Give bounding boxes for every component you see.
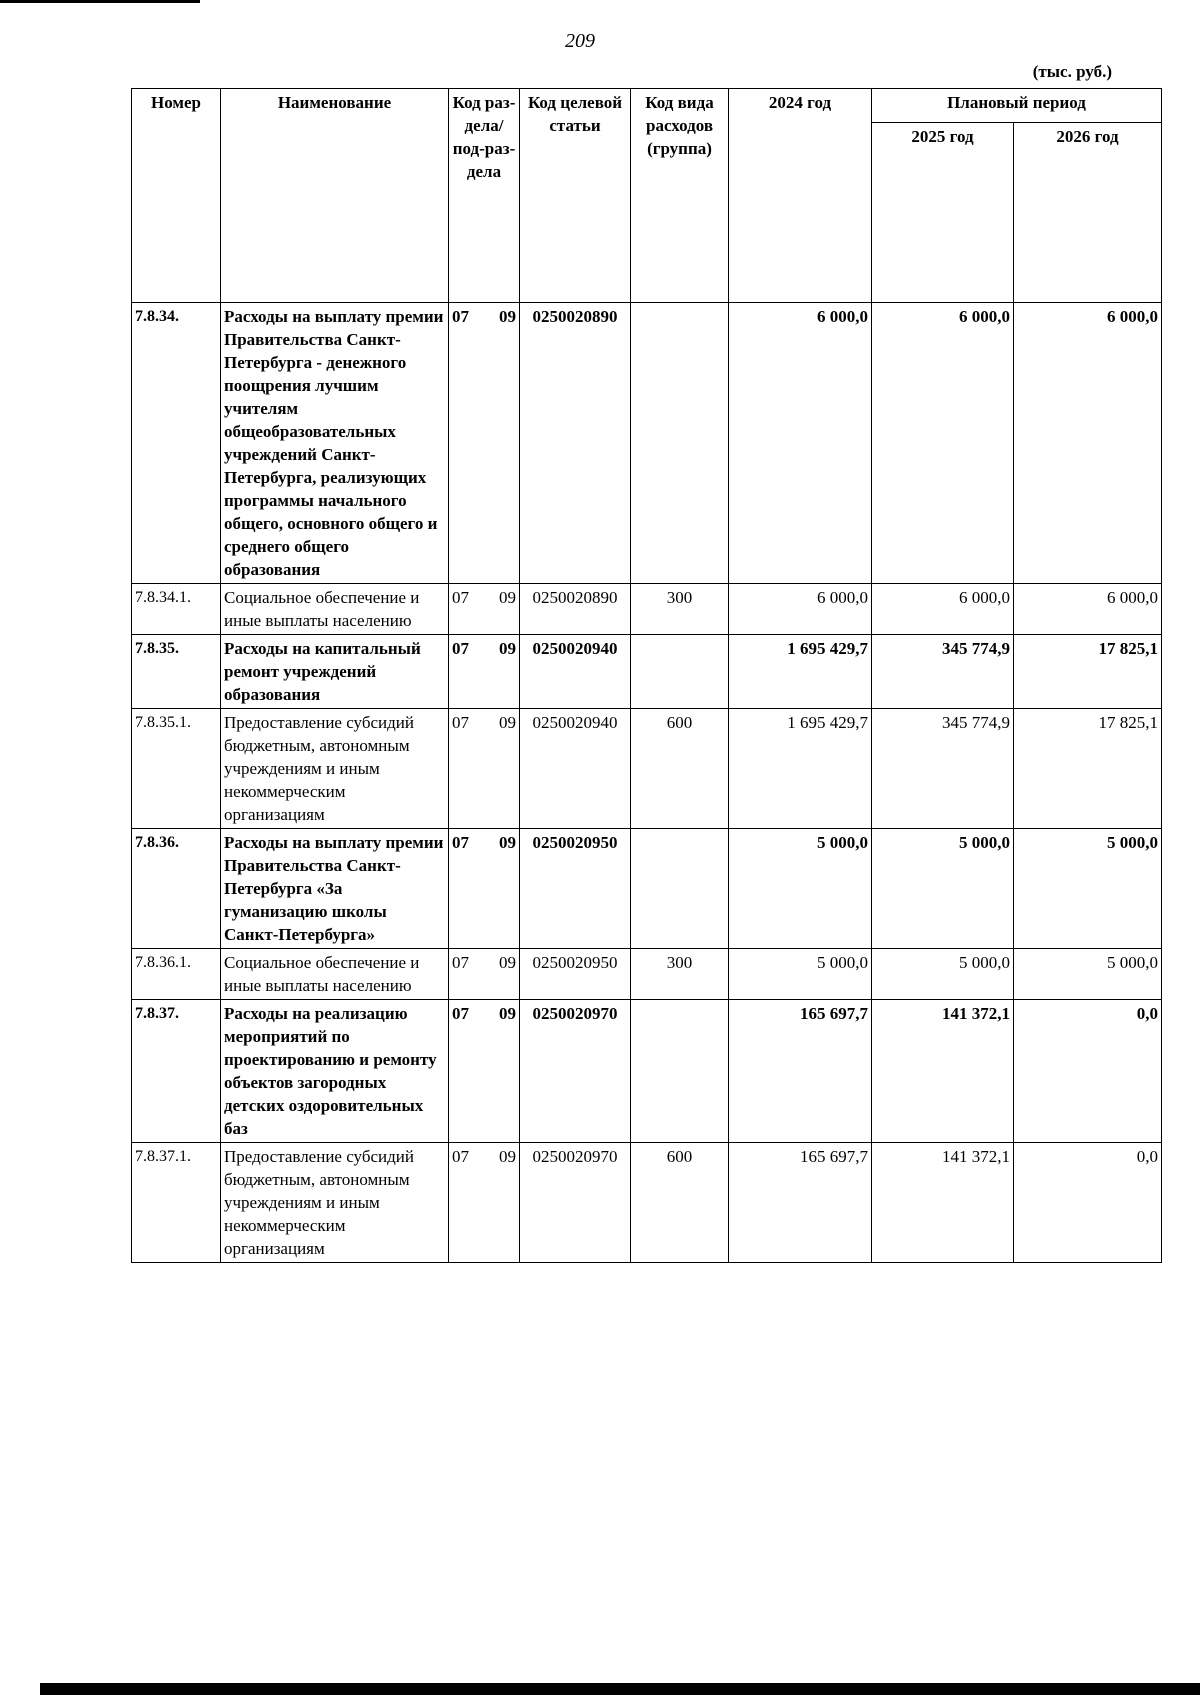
header-year-2025: 2025 год bbox=[872, 123, 1014, 303]
row-amount-2025: 6 000,0 bbox=[872, 303, 1014, 584]
table-row bbox=[132, 709, 1162, 829]
row-amount-2026: 6 000,0 bbox=[1014, 303, 1162, 584]
row-section: 07 bbox=[452, 1147, 469, 1166]
row-section-code bbox=[449, 584, 520, 635]
row-name: Предоставление субсидий бюджетным, автономным учреждениям и иным некоммерческим организациям bbox=[221, 1143, 449, 1263]
row-amount-2025: 141 372,1 bbox=[872, 1143, 1014, 1263]
row-subsection: 09 bbox=[499, 713, 516, 732]
row-amount-2024: 6 000,0 bbox=[729, 584, 872, 635]
row-amount-2026: 0,0 bbox=[1014, 1000, 1162, 1143]
row-section-code bbox=[449, 303, 520, 584]
table-row bbox=[132, 584, 1162, 635]
row-target-code: 0250020950 bbox=[520, 949, 631, 1000]
row-number: 7.8.34.1. bbox=[132, 584, 221, 635]
row-subsection: 09 bbox=[499, 833, 516, 852]
row-amount-2024: 165 697,7 bbox=[729, 1000, 872, 1143]
row-amount-2026: 17 825,1 bbox=[1014, 709, 1162, 829]
row-subsection: 09 bbox=[499, 588, 516, 607]
table-header bbox=[132, 89, 1162, 303]
table-row bbox=[132, 829, 1162, 949]
row-name: Расходы на выплату премии Правительства Санкт-Петербурга «За гуманизацию школы Санкт-Петербурга» bbox=[221, 829, 449, 949]
row-section-code bbox=[449, 829, 520, 949]
row-name: Предоставление субсидий бюджетным, автономным учреждениям и иным некоммерческим организациям bbox=[221, 709, 449, 829]
row-subsection: 09 bbox=[499, 639, 516, 658]
row-target-code: 0250020940 bbox=[520, 635, 631, 709]
row-section-code bbox=[449, 635, 520, 709]
row-section: 07 bbox=[452, 1004, 469, 1023]
row-amount-2024: 1 695 429,7 bbox=[729, 635, 872, 709]
row-section: 07 bbox=[452, 833, 469, 852]
units-label: (тыс. руб.) bbox=[1032, 62, 1112, 81]
row-amount-2025: 6 000,0 bbox=[872, 584, 1014, 635]
row-expense-group bbox=[631, 635, 729, 709]
row-amount-2025: 345 774,9 bbox=[872, 709, 1014, 829]
row-target-code: 0250020940 bbox=[520, 709, 631, 829]
row-number: 7.8.35. bbox=[132, 635, 221, 709]
row-expense-group bbox=[631, 1000, 729, 1143]
row-subsection: 09 bbox=[499, 953, 516, 972]
row-number: 7.8.36. bbox=[132, 829, 221, 949]
row-target-code: 0250020970 bbox=[520, 1143, 631, 1263]
row-number: 7.8.37. bbox=[132, 1000, 221, 1143]
table-row bbox=[132, 1143, 1162, 1263]
header-target-code: Код целевой статьи bbox=[520, 89, 631, 303]
row-amount-2024: 1 695 429,7 bbox=[729, 709, 872, 829]
header-section-code bbox=[449, 89, 520, 303]
row-section: 07 bbox=[452, 307, 469, 326]
row-target-code: 0250020890 bbox=[520, 303, 631, 584]
row-amount-2024: 5 000,0 bbox=[729, 829, 872, 949]
row-amount-2024: 5 000,0 bbox=[729, 949, 872, 1000]
row-subsection: 09 bbox=[499, 307, 516, 326]
row-expense-group: 300 bbox=[631, 949, 729, 1000]
row-amount-2025: 345 774,9 bbox=[872, 635, 1014, 709]
row-amount-2026: 0,0 bbox=[1014, 1143, 1162, 1263]
row-expense-group: 300 bbox=[631, 584, 729, 635]
header-name: Наименование bbox=[221, 89, 449, 303]
row-number: 7.8.34. bbox=[132, 303, 221, 584]
row-amount-2024: 6 000,0 bbox=[729, 303, 872, 584]
row-section-code bbox=[449, 949, 520, 1000]
header-year-2024: 2024 год bbox=[729, 89, 872, 303]
row-number: 7.8.36.1. bbox=[132, 949, 221, 1000]
row-name: Расходы на реализацию мероприятий по проектированию и ремонту объектов загородных детских оздоровительных баз bbox=[221, 1000, 449, 1143]
row-amount-2026: 5 000,0 bbox=[1014, 829, 1162, 949]
header-section-code-text: Код раз-дела/ под-раз-дела bbox=[452, 93, 516, 181]
row-name: Социальное обеспечение и иные выплаты населению bbox=[221, 949, 449, 1000]
row-section-code bbox=[449, 1143, 520, 1263]
header-expense-type: Код вида расходов (группа) bbox=[631, 89, 729, 303]
row-name: Социальное обеспечение и иные выплаты населению bbox=[221, 584, 449, 635]
row-subsection: 09 bbox=[499, 1004, 516, 1023]
row-section-code bbox=[449, 1000, 520, 1143]
page-number: 209 bbox=[565, 30, 595, 52]
row-amount-2024: 165 697,7 bbox=[729, 1143, 872, 1263]
row-amount-2025: 5 000,0 bbox=[872, 829, 1014, 949]
row-amount-2026: 5 000,0 bbox=[1014, 949, 1162, 1000]
row-expense-group: 600 bbox=[631, 709, 729, 829]
row-amount-2025: 5 000,0 bbox=[872, 949, 1014, 1000]
row-amount-2026: 6 000,0 bbox=[1014, 584, 1162, 635]
row-expense-group bbox=[631, 303, 729, 584]
row-name: Расходы на выплату премии Правительства Санкт-Петербурга - денежного поощрения лучшим учителям общеобразовательных учреждений Санкт-Петербурга, реализующих программы начального общего, основного общего и среднего общего образования bbox=[221, 303, 449, 584]
header-year-2026: 2026 год bbox=[1014, 123, 1162, 303]
row-target-code: 0250020970 bbox=[520, 1000, 631, 1143]
header-number: Номер bbox=[132, 89, 221, 303]
row-expense-group bbox=[631, 829, 729, 949]
row-number: 7.8.35.1. bbox=[132, 709, 221, 829]
row-section-code bbox=[449, 709, 520, 829]
table-row bbox=[132, 1000, 1162, 1143]
bottom-scan-edge bbox=[40, 1683, 1200, 1695]
table-row bbox=[132, 303, 1162, 584]
row-section: 07 bbox=[452, 588, 469, 607]
top-rule bbox=[0, 0, 200, 3]
row-number: 7.8.37.1. bbox=[132, 1143, 221, 1263]
row-target-code: 0250020890 bbox=[520, 584, 631, 635]
table-body bbox=[132, 303, 1162, 1263]
row-expense-group: 600 bbox=[631, 1143, 729, 1263]
row-target-code: 0250020950 bbox=[520, 829, 631, 949]
row-section: 07 bbox=[452, 639, 469, 658]
table-row bbox=[132, 949, 1162, 1000]
row-section: 07 bbox=[452, 953, 469, 972]
header-planned-period: Плановый период bbox=[872, 89, 1162, 123]
table-row bbox=[132, 635, 1162, 709]
row-amount-2025: 141 372,1 bbox=[872, 1000, 1014, 1143]
row-name: Расходы на капитальный ремонт учреждений образования bbox=[221, 635, 449, 709]
budget-table bbox=[131, 88, 1162, 1263]
row-section: 07 bbox=[452, 713, 469, 732]
row-subsection: 09 bbox=[499, 1147, 516, 1166]
row-amount-2026: 17 825,1 bbox=[1014, 635, 1162, 709]
